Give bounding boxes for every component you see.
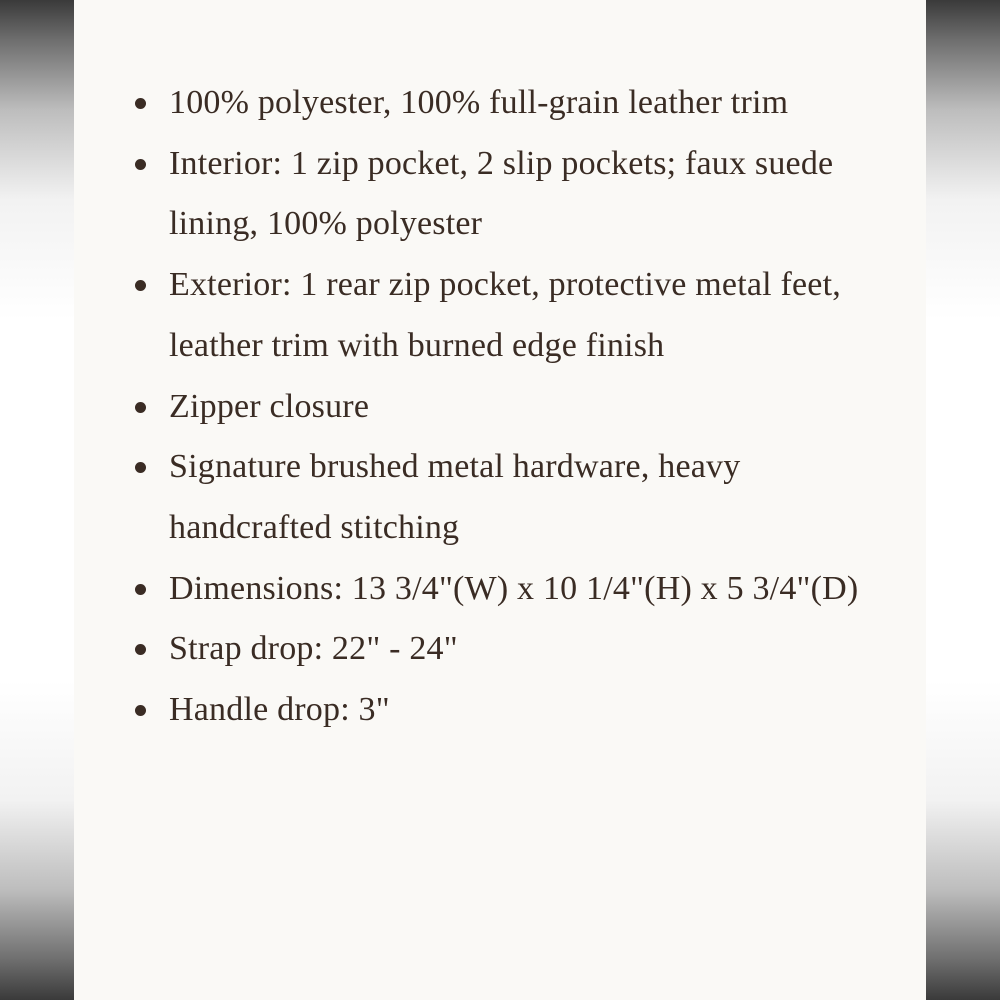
feature-text: 100% polyester, 100% full-grain leather trim bbox=[169, 84, 789, 121]
feature-item-dimensions bbox=[74, 559, 926, 620]
right-side-band bbox=[926, 0, 1000, 1000]
bullet-icon bbox=[135, 584, 146, 595]
feature-item-closure bbox=[74, 377, 926, 438]
feature-text: Handle drop: 3" bbox=[169, 691, 390, 729]
feature-item-handle-drop bbox=[74, 680, 926, 741]
feature-item-material bbox=[74, 73, 926, 134]
left-side-band bbox=[0, 0, 74, 1000]
feature-text: Strap drop: 22" - 24" bbox=[169, 630, 458, 668]
product-details-panel bbox=[74, 0, 926, 1000]
feature-text: Interior: 1 zip pocket, 2 slip pockets; faux suede lining, 100% polyester bbox=[169, 144, 834, 243]
bullet-icon bbox=[135, 705, 146, 716]
bullet-icon bbox=[135, 280, 146, 291]
bullet-icon bbox=[135, 402, 146, 413]
feature-item-interior bbox=[74, 134, 926, 255]
feature-list bbox=[74, 73, 926, 741]
feature-text: Signature brushed metal hardware, heavy handcrafted stitching bbox=[169, 448, 741, 546]
bullet-icon bbox=[135, 159, 146, 170]
feature-item-strap-drop bbox=[74, 619, 926, 680]
bullet-icon bbox=[135, 98, 146, 109]
bullet-icon bbox=[135, 462, 146, 473]
feature-item-exterior bbox=[74, 255, 926, 376]
feature-text: Exterior: 1 rear zip pocket, protective metal feet, leather trim with burned edge finish bbox=[169, 266, 841, 364]
feature-item-hardware bbox=[74, 437, 926, 558]
feature-text: Zipper closure bbox=[169, 387, 370, 425]
bullet-icon bbox=[135, 644, 146, 655]
feature-text: Dimensions: 13 3/4"(W) x 10 1/4"(H) x 5 3/4"(D) bbox=[169, 569, 859, 607]
